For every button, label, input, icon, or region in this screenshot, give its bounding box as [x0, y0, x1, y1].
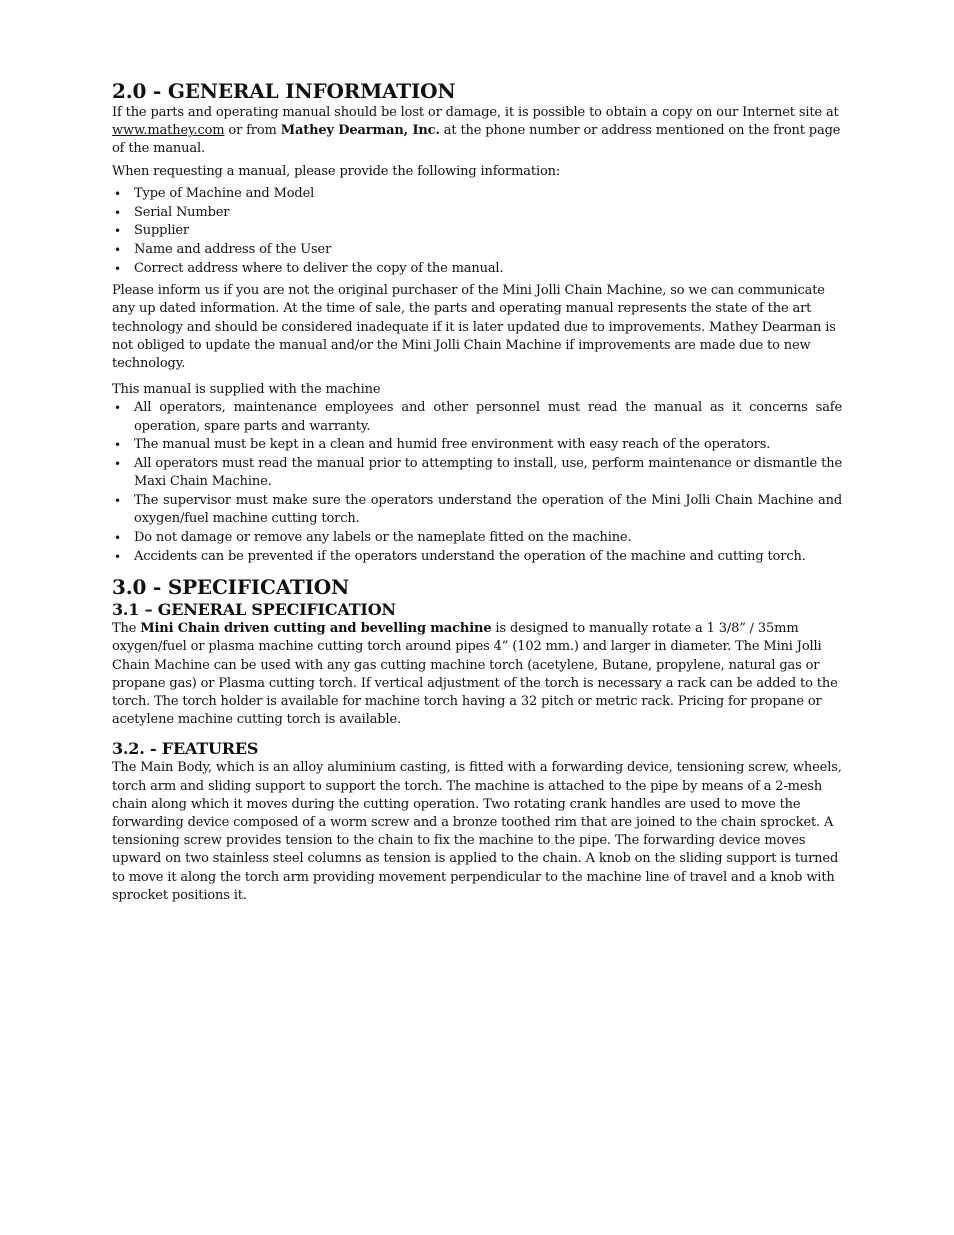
supplied-paragraph: This manual is supplied with the machine [112, 382, 381, 398]
subsection-heading-general-specification: 3.1 – GENERAL SPECIFICATION [112, 600, 396, 620]
list-item: • All operators must read the manual prior to attempting to install, use, perform maintenance or dismantle the Maxi Chain Machine. [112, 455, 842, 491]
general-specification-paragraph [112, 620, 842, 729]
company-name: Mathey Dearman, Inc. [280, 123, 440, 139]
subsection-heading-features: 3.2. - FEATURES [112, 739, 259, 759]
request-paragraph: When requesting a manual, please provide the following information: [112, 163, 561, 179]
list-item: • The supervisor must make sure the operators understand the operation of the Mini Jolli Chain Machine and oxygen/fuel machine cutting torch. [112, 492, 842, 528]
inform-paragraph: Please inform us if you are not the original purchaser of the Mini Jolli Chain Machine, so we can communicate any up dated information. At the time of sale, the parts and operating manual represents the state of the art technology and should be considered inadequate if it is later updated due to improvements. Mathey Dearman is not obliged to update the manual and/or the Mini Jolli Chain Machine if improvements are made due to new technology. [112, 283, 836, 372]
intro-paragraph [112, 104, 842, 159]
list-item: • Name and address of the User [112, 241, 842, 259]
intro-text-2: or from [224, 123, 281, 139]
request-list [112, 185, 842, 278]
list-item: • Type of Machine and Model [112, 185, 842, 203]
intro-text-1: If the parts and operating manual should be lost or damage, it is possible to obtain a copy on our Internet site at [112, 105, 839, 120]
list-item: • Accidents can be prevented if the operators understand the operation of the machine and cutting torch. [112, 548, 842, 566]
spec-text-1: The [112, 621, 141, 637]
intro-text-3: at the phone number or address mentioned on the front page of the manual. [112, 123, 841, 157]
list-item: • Supplier [112, 222, 842, 240]
section-heading-general-information: 2.0 - GENERAL INFORMATION [112, 79, 456, 103]
features-paragraph: The Main Body, which is an alloy aluminium casting, is fitted with a forwarding device, tensioning screw, wheels, torch arm and sliding support to support the torch. The machine is attached to the pipe by means of a 2-mesh chain along which it moves during the cutting operation. Two rotating crank handles are used to move the forwarding device composed of a worm screw and a bronze toothed rim that are joined to the chain sprocket. A tensioning screw provides tension to the chain to fix the machine to the pipe. The forwarding device moves upward on two stainless steel columns as tension is applied to the chain. A knob on the sliding support is turned to move it along the torch arm providing movement perpendicular to the machine line of travel and a knob with sprocket positions it. [112, 760, 842, 903]
website-link[interactable]: www.mathey.com [112, 123, 225, 139]
list-item: • All operators, maintenance employees and other personnel must read the manual as it concerns safe operation, spare parts and warranty. [112, 399, 842, 435]
list-item: • The manual must be kept in a clean and humid free environment with easy reach of the operators. [112, 436, 842, 454]
machine-name: Mini Chain driven cutting and bevelling machine [140, 621, 492, 637]
list-item: • Correct address where to deliver the copy of the manual. [112, 260, 842, 278]
list-item: • Serial Number [112, 204, 842, 222]
supplied-list [112, 399, 842, 566]
spec-text-2: is designed to manually rotate a 1 3/8” / 35mm oxygen/fuel or plasma machine cutting torch around pipes 4” (102 mm.) and larger in diameter. The Mini Jolli Chain Machine can be used with any gas cutting machine torch (acetylene, Butane, propylene, natural gas or propane gas) or Plasma cutting torch. If vertical adjustment of the torch is necessary a rack can be added to the torch. The torch holder is available for machine torch having a 32 pitch or metric rack. Pricing for propane or acetylene machine cutting torch is available. [112, 621, 838, 728]
list-item: • Do not damage or remove any labels or the nameplate fitted on the machine. [112, 529, 842, 547]
section-heading-specification: 3.0 - SPECIFICATION [112, 575, 350, 600]
document-page [112, 78, 842, 905]
